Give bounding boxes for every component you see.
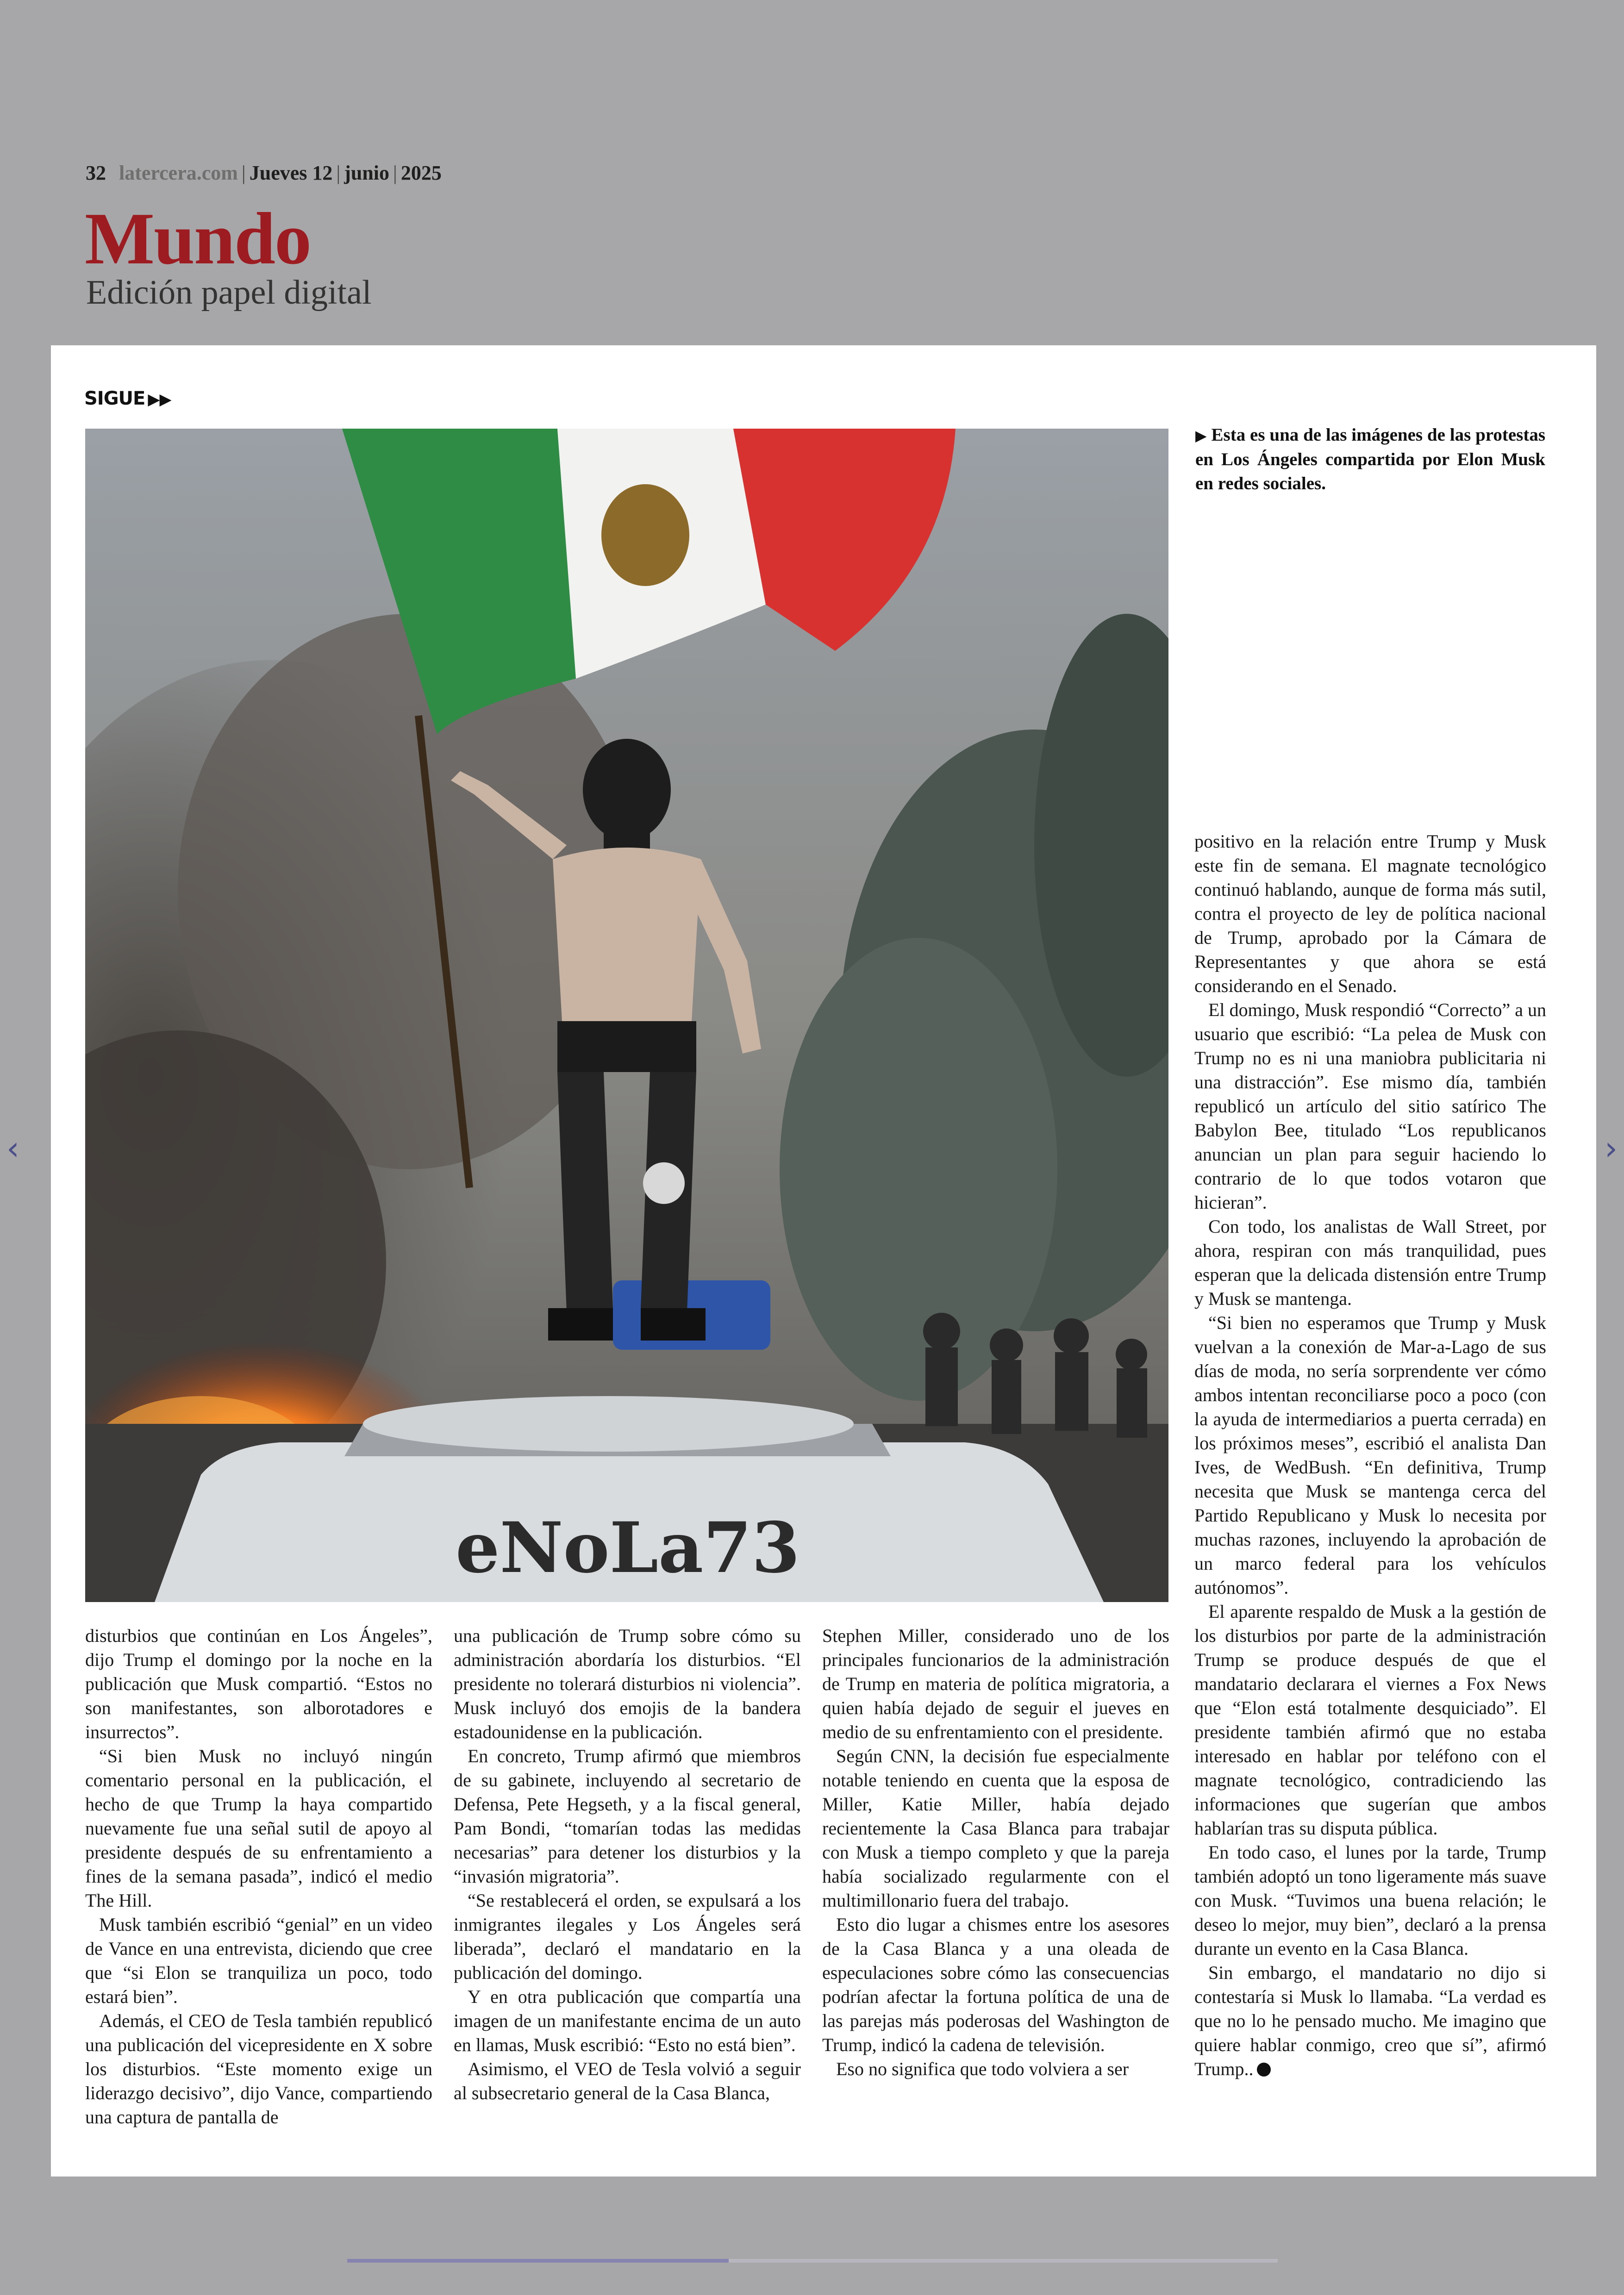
photo-caption: [1195, 423, 1545, 496]
kicker-sigue: [84, 388, 171, 409]
date-day: Jueves 12: [249, 162, 333, 184]
article-photo: [85, 429, 1168, 1602]
double-arrow-icon: ▶▶: [148, 390, 171, 409]
page-number: 32: [86, 162, 106, 184]
reading-progress-bar[interactable]: [347, 2259, 1278, 2263]
article-column-3: Stephen Miller, considerado uno de los principales funcionarios de la administración de Trump en materia de política migratoria, a quien había dejado de seguir el jueves en medio de su enfrentamiento con el presidente. Según CNN, la decisión fue especialmente notable teniendo en cuenta que la esposa de Miller, Katie Miller, había dejado recientemente la Casa Blanca para trabajar con Musk a tiempo completo y que la pareja había socializado regularmente con el multimillonario fuera del trabajo. Esto dio lugar a chismes entre los asesores de la Casa Blanca y a una oleada de especulaciones sobre cómo las consecuencias podrían afectar la fortuna política de una de las parejas más poderosas del Washington de Trump, indicó la cadena de televisión. Eso no significa que todo volviera a ser: [822, 1625, 1169, 2079]
kicker-label: SIGUE: [84, 388, 145, 409]
previous-page-icon[interactable]: ‹: [6, 1129, 19, 1167]
end-mark-icon: [1257, 2063, 1271, 2077]
date-year: 2025: [400, 162, 442, 184]
section-title: Mundo: [85, 197, 311, 280]
site-name: latercera.com: [119, 162, 238, 184]
car-graffiti: eNoLa73: [456, 1507, 800, 1589]
reading-progress-fill: [347, 2259, 729, 2263]
article-column-4: positivo en la relación entre Trump y Musk este fin de semana. El magnate tecnológico continuó hablando, aunque de forma más sutil, contra el proyecto de ley de política nacional de Trump, aprobado por la Cámara de Representantes y que ahora se está considerando en el Senado. El domingo, Musk respondió “Correcto” a un usuario que escribió: “La pelea de Musk con Trump no es ni una maniobra publicitaria ni una distracción”. Ese mismo día, también republicó un artículo del sitio satírico The Babylon Bee, titulado “Los republicanos anuncian un plan para seguir haciendo lo contrario de lo que todos votaron que hicieran”. Con todo, los analistas de Wall Street, por ahora, respiran con más tranquilidad, pues esperan que la delicada distensión entre Trump y Musk se mantenga. “Si bien no esperamos que Trump y Musk vuelvan a la conexión de Mar-a-Lago de sus días de moda, no sería sorprendente ver cómo ambos intentan reconciliarse poco a poco (con la ayuda de intermediarios a puerta cerrada) en los próximos meses”, escribió el analista Dan Ives, de WedBush. “En definitiva, Trump necesita que Musk se mantenga cerca del Partido Republicano y Musk lo necesita por muchas razones, incluyendo la aprobación de un marco federal para los vehículos autónomos”. El aparente respaldo de Musk a la gestión de los disturbios por parte de la administración Trump se produce después de que el mandatario declarara el viernes a Fox News que “Elon está totalmente desquiciado”. El presidente también afirmó que no estaba interesado en hablar por teléfono con el magnate tecnológico, contradiciendo las informaciones que sugerían que ambos hablarían tras su disputa pública. En todo caso, el lunes por la tarde, Trump también adoptó un tono ligeramente más suave con Musk. “Tuvimos una buena relación; le deseo lo mejor, muy bien”, declaró a la prensa durante un evento en la Casa Blanca. Sin embargo, el mandatario no dijo si contestaría si Musk lo llamaba. “La verdad es que no lo he pensado mucho. Me imagino que quiere hablar conmigo, creo que sí”, afirmó Trump..: [1194, 831, 1546, 2079]
edition-subtitle: Edición papel digital: [86, 274, 372, 312]
folio: 32 latercera.com | Jueves 12 | junio | 2025: [86, 162, 442, 184]
caption-text: Esta es una de las imágenes de las protestas en Los Ángeles compartida por Elon Musk en redes sociales.: [1195, 425, 1546, 493]
article-column-2: una publicación de Trump sobre cómo su administración abordaría los disturbios. “El presidente no tolerará disturbios ni violencia”. Musk incluyó dos emojis de la bandera estadounidense en la publicación. En concreto, Trump afirmó que miembros de su gabinete, incluyendo al secretario de Defensa, Pete Hegseth, y a la fiscal general, Pam Bondi, “tomarían todas las medidas necesarias” para detener los disturbios y la “invasión migratoria”. “Se restablecerá el orden, se expulsará a los inmigrantes ilegales y Los Ángeles será liberada”, declaró el mandatario en la publicación del domingo. Y en otra publicación que compartía una imagen de un manifestante encima de un auto en llamas, Musk escribió: “Esto no está bien”. Asimismo, el VEO de Tesla volvió a seguir al subsecretario general de la Casa Blanca,: [454, 1625, 801, 2103]
article-column-1: disturbios que continúan en Los Ángeles”, dijo Trump el domingo por la noche en la publicación que Musk compartió. “Estos no son manifestantes, son alborotadores e insurrectos”. “Si bien Musk no incluyó ningún comentario personal en la publicación, el hecho de que Trump la haya compartido nuevamente fue una señal sutil de apoyo al presidente después de su enfrentamiento a fines de la semana pasada”, indicó el medio The Hill. Musk también escribió “genial” en un video de Vance en una entrevista, diciendo que cree que “si Elon se tranquiliza un poco, todo estará bien”. Además, el CEO de Tesla también republicó una publicación del vicepresidente en X sobre los disturbios. “Este momento exige un liderazgo decisivo”, dijo Vance, compartiendo una captura de pantalla de: [85, 1625, 432, 2127]
newspaper-page: [51, 345, 1596, 2177]
next-page-icon[interactable]: ›: [1605, 1129, 1618, 1167]
date-month: junio: [344, 162, 390, 184]
caption-triangle-icon: ▶: [1195, 427, 1207, 444]
